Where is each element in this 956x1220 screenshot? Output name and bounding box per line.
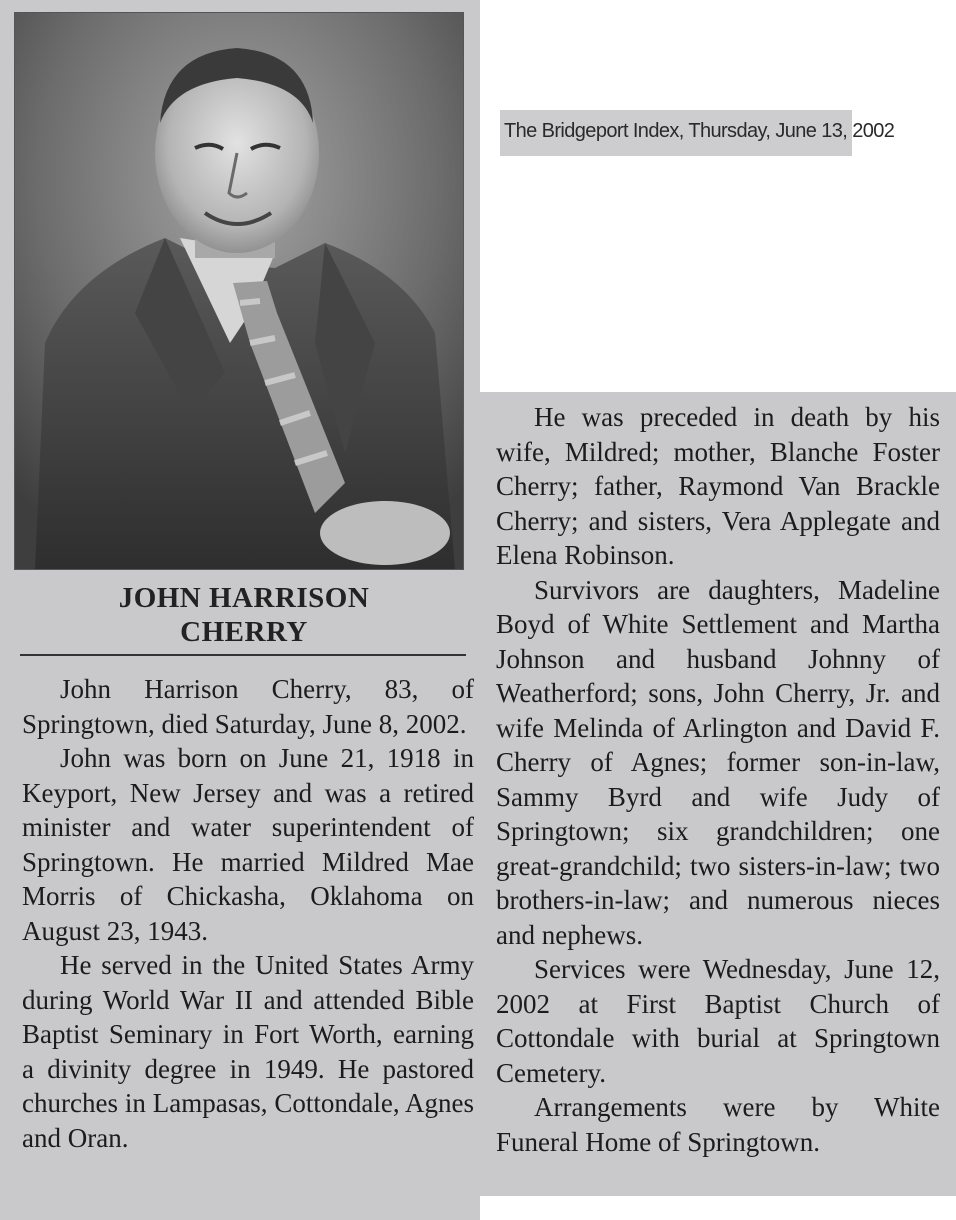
obituary-headline-line2: CHERRY — [180, 616, 308, 648]
paragraph: John Harrison Cherry, 83, of Springtown, died Saturday, June 8, 2002. — [22, 674, 474, 739]
dateline: The Bridgeport Index, Thursday, June 13, 2002 — [504, 120, 895, 142]
paragraph: He was preceded in death by his wife, Mildred; mother, Blanche Foster Cherry; father, Raymond Van Brackle Cherry; and sisters, Vera Applegate and Elena Robinson. — [496, 402, 940, 570]
paragraph: Arrangements were by White Funeral Home of Springtown. — [496, 1092, 940, 1157]
obituary-headline-line1: JOHN HARRISON — [118, 582, 370, 614]
paragraph: He served in the United States Army during World War II and attended Bible Baptist Seminary in Fort Worth, earning a divinity degree in 1949. He pastored churches in Lampasas, Cottondale, Agnes and Oran. — [22, 950, 474, 1153]
headline-divider — [20, 654, 466, 656]
paragraph: Survivors are daughters, Madeline Boyd of White Settlement and Martha Johnson and husband Johnny of Weatherford; sons, John Cherry, Jr. and wife Melinda of Arlington and David F. Cherry of Agnes; former son-in-law, Sammy Byrd and wife Judy of Springtown; six grandchildren; one great-grandchild; two sisters-in-law; two brothers-in-law; and numerous nieces and nephews. — [496, 574, 940, 950]
portrait-photo — [14, 12, 464, 570]
paragraph: Services were Wednesday, June 12, 2002 at First Baptist Church of Cottondale with burial at Springtown Cemetery. — [496, 954, 940, 1088]
portrait-illustration — [15, 13, 463, 569]
right-column-edge — [480, 1196, 956, 1220]
paragraph: John was born on June 21, 1918 in Keyport, New Jersey and was a retired minister and water superintendent of Springtown. He married Mildred Mae Morris of Chickasha, Oklahoma on August 23, 1943. — [22, 743, 474, 946]
right-column-text — [496, 400, 940, 1159]
left-column-text — [22, 672, 474, 1155]
